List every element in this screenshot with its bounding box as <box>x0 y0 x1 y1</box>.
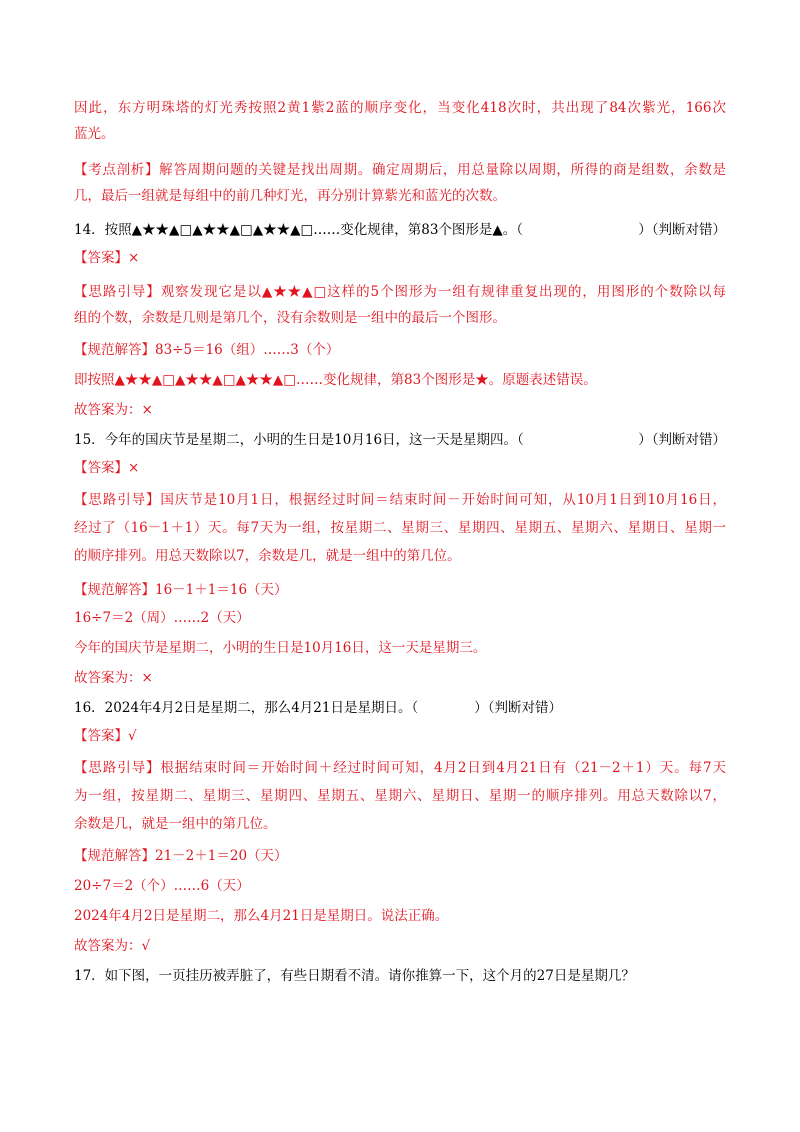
text: 故答案为：× <box>74 670 153 686</box>
solution-tag: 【规范解答】 <box>74 582 155 598</box>
answer-value: × <box>128 460 140 476</box>
text: 根据结束时间＝开始时间＋经过时间可知，4月2日到4月21日有（21－2＋1）天。每7天 <box>160 760 727 776</box>
question-17 <box>74 966 726 986</box>
solution-14 <box>74 370 726 390</box>
analysis-line <box>74 160 726 180</box>
guide-tag: 【思路引导】 <box>74 492 161 508</box>
answer-tag: 【答案】 <box>74 460 128 476</box>
text: 解答周期问题的关键是找出周期。确定周期后，用总量除以周期，所得的商是组数，余数是 <box>159 162 727 178</box>
guide-tag: 【思路引导】 <box>74 284 161 300</box>
answer-value: × <box>128 250 140 266</box>
text: 几，最后一组就是每组中的前几种灯光，再分别计算紫光和蓝光的次数。 <box>74 188 506 204</box>
question-suffix: ）（判断对错） <box>638 222 726 238</box>
guide-15 <box>74 490 726 510</box>
answer-value: √ <box>128 728 137 744</box>
solution-14 <box>74 340 726 360</box>
solution-15 <box>74 608 726 628</box>
text: 20÷7＝2（个）……6（天） <box>74 878 250 894</box>
answer-15 <box>74 458 726 478</box>
text: 组的个数，余数是几则是第几个，没有余数则是一组中的最后一个图形。 <box>74 310 506 326</box>
final-16 <box>74 936 726 956</box>
question-suffix: ）（判断对错） <box>638 432 726 448</box>
text: 83÷5＝16（组）……3（个） <box>155 342 340 358</box>
question-16 <box>74 698 726 718</box>
answer-16 <box>74 726 726 746</box>
text: 经过了（16－1＋1）天。每7天为一组，按星期二、星期三、星期四、星期五、星期六、星期日、星期一 <box>74 520 726 536</box>
solution-15 <box>74 580 726 600</box>
text: 为一组，按星期二、星期三、星期四、星期五、星期六、星期日、星期一的顺序排列。用总天数除以7， <box>74 788 726 804</box>
guide-14 <box>74 308 726 328</box>
guide-15 <box>74 518 726 538</box>
question-suffix: ）（判断对错） <box>474 700 562 716</box>
text: 观察发现它是以▲★★▲□这样的5个图形为一组有规律重复出现的，用图形的个数除以每 <box>160 284 726 300</box>
text: 国庆节是10月1日，根据经过时间＝结束时间－开始时间可知，从10月1日到10月16日， <box>160 492 727 508</box>
answer-tag: 【答案】 <box>74 728 128 744</box>
answer-14 <box>74 248 726 268</box>
guide-15 <box>74 546 726 566</box>
analysis-tag: 【考点剖析】 <box>74 162 160 178</box>
solution-line <box>74 124 726 144</box>
text: 21－2＋1＝20（天） <box>155 848 288 864</box>
guide-tag: 【思路引导】 <box>74 760 161 776</box>
solution-16 <box>74 906 726 926</box>
final-14 <box>74 400 726 420</box>
question-text: 17．如下图，一页挂历被弄脏了，有些日期看不清。请你推算一下，这个月的27日是星期几？ <box>74 968 635 984</box>
text: 2024年4月2日是星期二，那么4月21日是星期日。说法正确。 <box>74 908 449 924</box>
text: 蓝光。 <box>74 126 115 142</box>
text: 余数是几，就是一组中的第几位。 <box>74 816 277 832</box>
answer-tag: 【答案】 <box>74 250 128 266</box>
final-15 <box>74 668 726 688</box>
analysis-line <box>74 186 726 206</box>
solution-16 <box>74 876 726 896</box>
text: 16－1＋1＝16（天） <box>155 582 288 598</box>
text: 的顺序排列。用总天数除以7，余数是几，就是一组中的第几位。 <box>74 548 461 564</box>
solution-15 <box>74 638 726 658</box>
question-text: 14．按照▲★★▲□▲★★▲□▲★★▲□……变化规律，第83个图形是▲。（ <box>74 222 524 238</box>
text: 今年的国庆节是星期二，小明的生日是10月16日，这一天是星期三。 <box>74 640 487 656</box>
guide-16 <box>74 758 726 778</box>
text: 故答案为：√ <box>74 938 151 954</box>
question-text: 15．今年的国庆节是星期二，小明的生日是10月16日，这一天是星期四。（ <box>74 432 524 448</box>
solution-line <box>74 98 726 118</box>
solution-tag: 【规范解答】 <box>74 342 155 358</box>
guide-14 <box>74 282 726 302</box>
text: 因此，东方明珠塔的灯光秀按照2黄1紫2蓝的顺序变化，当变化418次时，共出现了84次紫光，166次 <box>74 100 726 116</box>
solution-tag: 【规范解答】 <box>74 848 155 864</box>
text: 16÷7＝2（周）……2（天） <box>74 610 250 626</box>
guide-16 <box>74 786 726 806</box>
question-15 <box>74 430 726 450</box>
question-14 <box>74 220 726 240</box>
question-text: 16．2024年4月2日是星期二，那么4月21日是星期日。（ <box>74 700 419 716</box>
solution-16 <box>74 846 726 866</box>
guide-16 <box>74 814 726 834</box>
text: 故答案为：× <box>74 402 153 418</box>
text: 即按照▲★★▲□▲★★▲□▲★★▲□……变化规律，第83个图形是★。原题表述错误。 <box>74 372 597 388</box>
